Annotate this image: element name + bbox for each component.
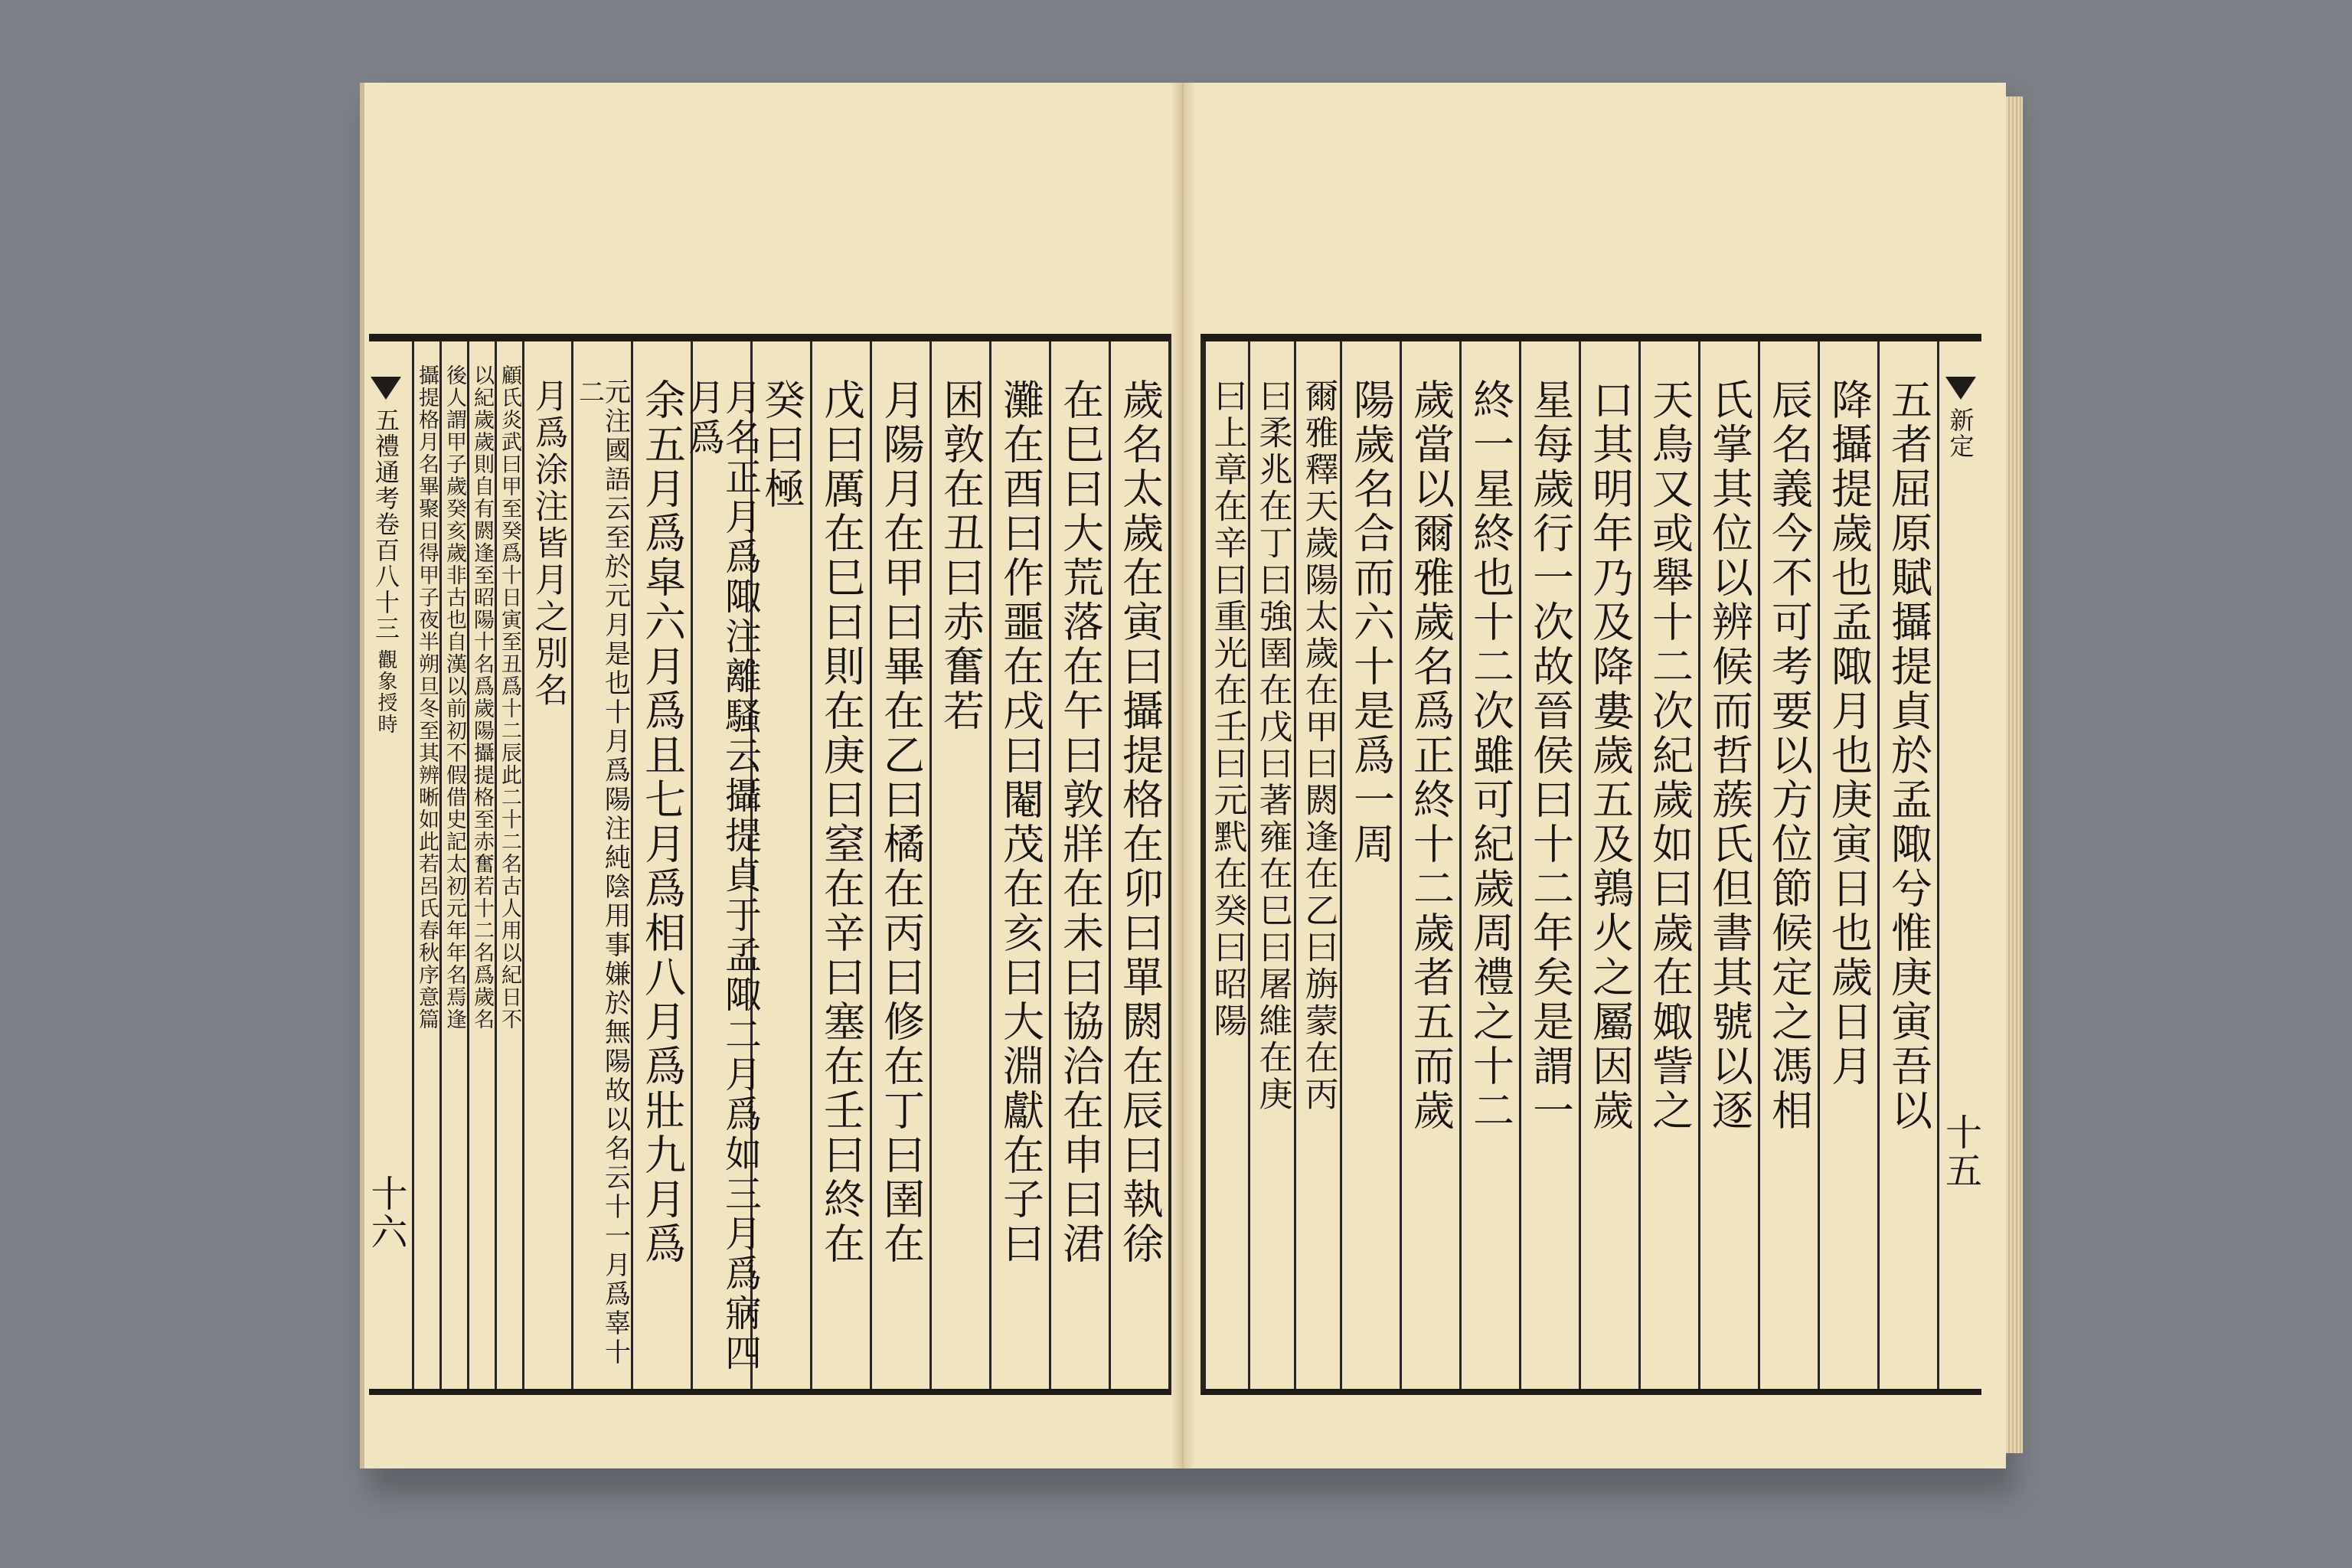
fishtail-mark-icon xyxy=(1945,377,1976,400)
text-column: 辰名義今不可考要以方位節候定之馮相 xyxy=(1758,341,1818,1389)
right-banxin xyxy=(1937,341,1981,1389)
text-column: 困敦在丑曰赤奮若 xyxy=(929,341,989,1389)
folio-number: 十五 xyxy=(1939,1113,1982,1190)
text-column: 五者屈原賦攝提貞於孟陬兮惟庚寅吾以 xyxy=(1877,341,1937,1389)
fishtail-mark-icon xyxy=(371,377,401,400)
text-column: 月名正月爲陬注離騷云攝提貞于孟陬二月爲如三月爲寎四月爲 xyxy=(691,341,750,1389)
text-column: 戊曰厲在巳曰則在庚曰窒在辛曰塞在壬曰終在 xyxy=(810,341,870,1389)
text-column: 歲當以爾雅歲名爲正終十二歲者五而歲 xyxy=(1400,341,1459,1389)
text-column: 余五月爲皐六月爲且七月爲相八月爲壯九月爲 xyxy=(631,341,691,1389)
text-column: 氏掌其位以辨候而哲蔟氏但書其號以逐 xyxy=(1698,341,1758,1389)
text-column: 曰上章在辛曰重光在壬曰元黓在癸曰昭陽 xyxy=(1204,341,1248,1389)
banxin-section: 觀象授時 xyxy=(374,649,397,735)
book-gutter xyxy=(1171,83,1194,1468)
page-edges xyxy=(2006,96,2023,1453)
text-column: 陽歲名合而六十是爲一周 xyxy=(1340,341,1400,1389)
text-column: 月陽月在甲曰畢在乙曰橘在丙曰修在丁曰圉在 xyxy=(870,341,929,1389)
text-column: 終一星終也十二次雖可紀歲周禮之十二 xyxy=(1459,341,1519,1389)
folio-number: 十六 xyxy=(364,1174,407,1251)
commentary-column: 以紀歲歲則自有閼逢至昭陽十名爲歲陽攝提格至赤奮若十二名爲歲名 xyxy=(467,341,495,1389)
text-column: 歲名太歲在寅曰攝提格在卯曰單閼在辰曰執徐 xyxy=(1109,341,1168,1389)
commentary-column: 顧氏炎武曰甲至癸爲十日寅至丑爲十二辰此二十二名古人用以紀日不 xyxy=(495,341,522,1389)
text-column: 灘在酉曰作噩在戌曰閹茂在亥曰大淵獻在子曰 xyxy=(989,341,1049,1389)
commentary-column: 攝提格月名畢聚日得甲子夜半朔旦冬至其辨晰如此若呂氏春秋序意篇 xyxy=(412,341,439,1389)
text-column: 在巳曰大荒落在午曰敦牂在未曰協洽在申曰涒 xyxy=(1049,341,1109,1389)
open-book xyxy=(360,83,2006,1468)
text-column: 天鳥又或舉十二次紀歲如曰歲在娵訾之 xyxy=(1638,341,1698,1389)
text-column: 元注國語云至於元月是也十月爲陽注純陰用事嫌於無陽故以名云十一月爲辜十二 xyxy=(571,341,631,1389)
text-column: 星每歲行一次故晉侯曰十二年矣是謂一 xyxy=(1519,341,1579,1389)
left-banxin xyxy=(364,341,407,1389)
banxin-title: 五禮通考卷百八十三 xyxy=(371,407,400,642)
right-page xyxy=(1182,83,2006,1468)
commentary-column: 後人謂甲子歲癸亥歲非古也自漢以前初不假借史記太初元年年名焉逢 xyxy=(439,341,467,1389)
left-text-frame xyxy=(364,334,1171,1395)
text-column: 曰柔兆在丁曰強圉在戊曰著雍在巳曰屠維在庚 xyxy=(1248,341,1294,1389)
text-column: 爾雅釋天歲陽太歲在甲曰閼逢在乙曰旃蒙在丙 xyxy=(1294,341,1340,1389)
left-page xyxy=(360,83,1185,1468)
text-column: 降攝提歲也孟陬月也庚寅日也歲日月 xyxy=(1818,341,1877,1389)
right-text-frame xyxy=(1200,334,1981,1395)
text-column: 口其明年乃及降婁歲五及鶉火之屬因歲 xyxy=(1579,341,1638,1389)
text-column: 癸曰極 xyxy=(750,341,810,1389)
text-column: 月爲涂注皆月之別名 xyxy=(522,341,571,1389)
banxin-title: 新定 xyxy=(1945,407,1975,459)
